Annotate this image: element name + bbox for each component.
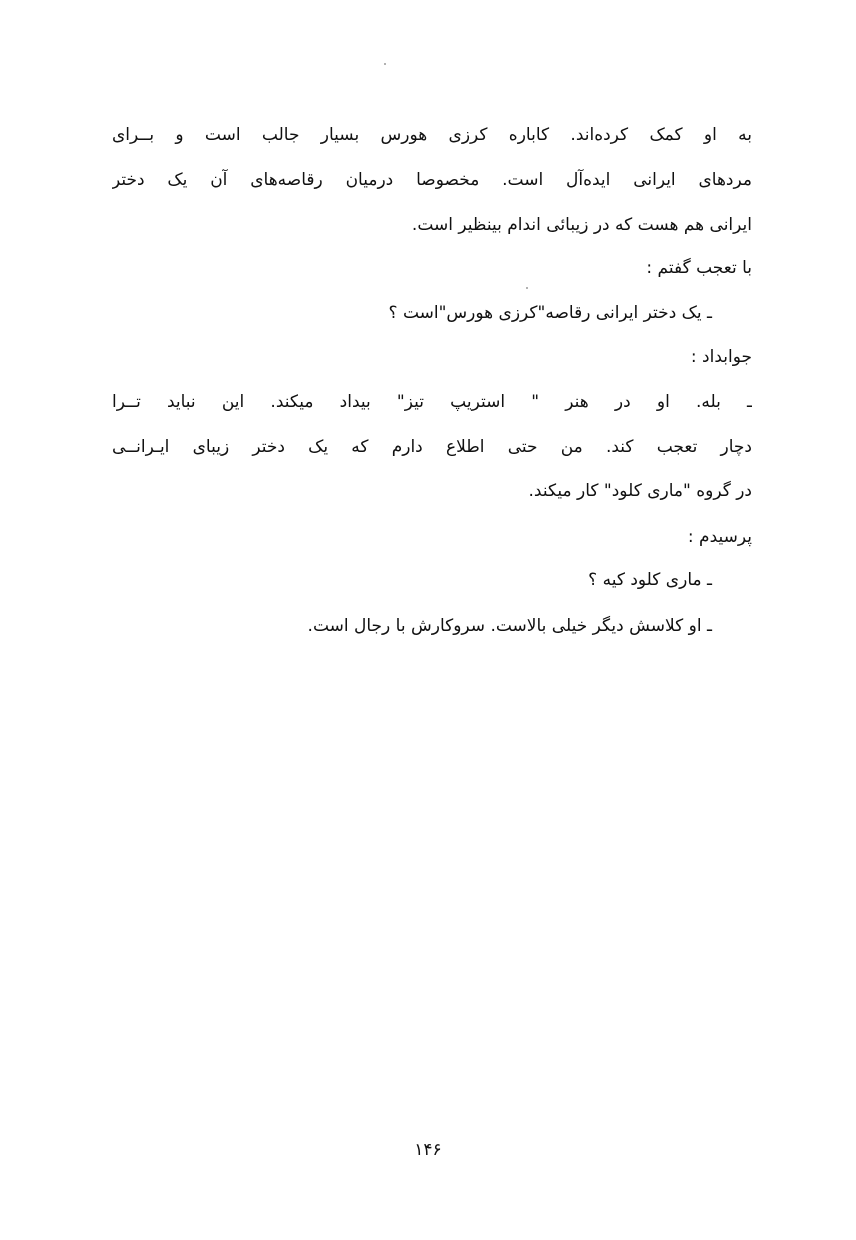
- text-line-1: به او کمک کرده‌اند. کاباره کرزی هورس بسیار جالب است و بــرای: [112, 125, 752, 145]
- scan-speck: [526, 287, 528, 289]
- scan-speck: [384, 63, 386, 65]
- page-number: ۱۴۶: [414, 1140, 442, 1160]
- text-line-8: دچار تعجب کند. من حتی اطلاع دارم که یک دختر زیبای ایـرانــی: [112, 437, 752, 457]
- text-line-7: ـ بله. او در هنر " استریپ تیز" بیداد میکند. این نباید تــرا: [112, 392, 752, 412]
- text-line-4: با تعجب گفتم :: [646, 258, 752, 278]
- text-line-11: ـ ماری کلود کیه ؟: [588, 570, 712, 590]
- text-line-5: ـ یک دختر ایرانی رقاصه"کرزی هورس"است ؟: [388, 303, 712, 323]
- text-line-12: ـ او کلاسش دیگر خیلی بالاست. سروکارش با رجال است.: [307, 616, 712, 636]
- text-line-10: پرسیدم :: [687, 527, 752, 547]
- text-line-3: ایرانی هم هست که در زیبائی اندام بینظیر است.: [411, 215, 752, 235]
- text-line-2: مردهای ایرانی ایده‌آل است. مخصوصا درمیان رقاصه‌های آن یک دختر: [112, 170, 752, 190]
- text-line-6: جوابداد :: [690, 347, 752, 367]
- text-line-9: در گروه "ماری کلود" کار میکند.: [528, 481, 752, 501]
